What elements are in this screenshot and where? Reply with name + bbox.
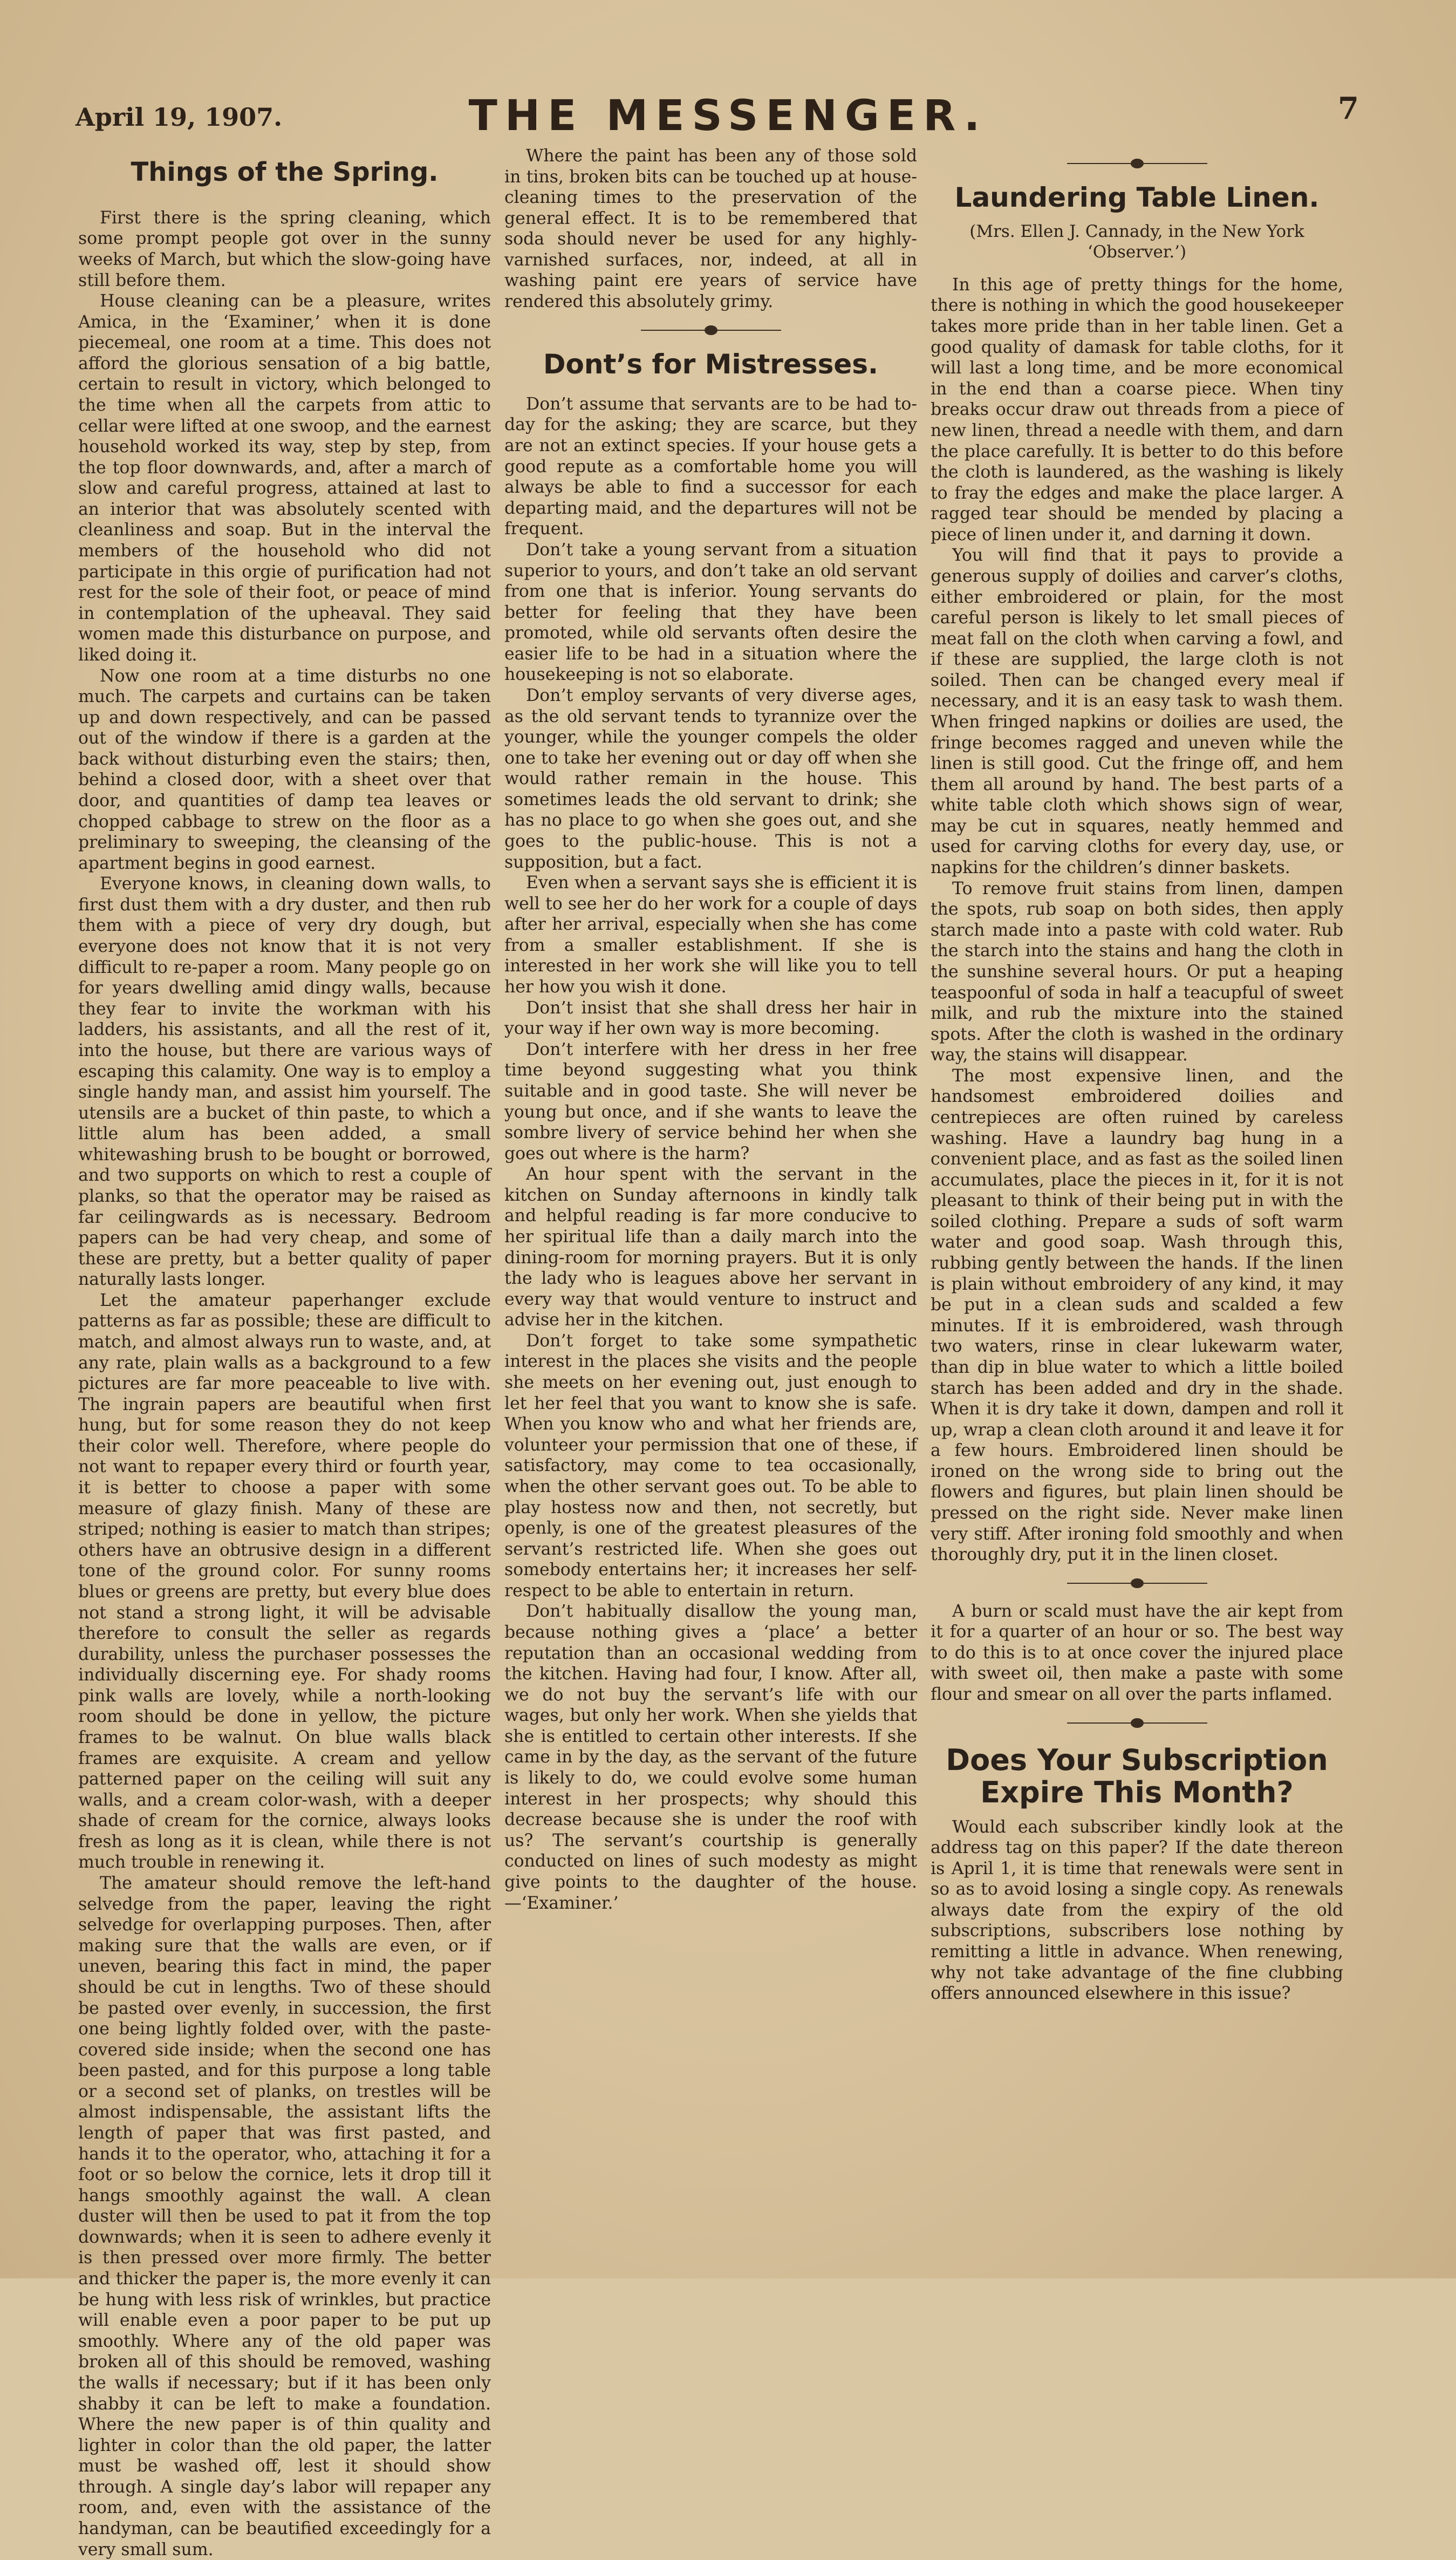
article-paragraph: House cleaning can be a pleasure, writes Amica, in the ‘Examiner,’ when it is done piecemeal, one room at a time. This does not afford the glorious sensation of a big battle, certain to result in victory, which belonged to the time when all the carpets from attic to cellar were lifted at one swoop, and the earnest household worked its way, step by step, from the top floor downwards, and, after a march of slow and careful progress, attained at last to an interior that was absolutely scented with cleanliness and soap. But in the interval the members of the household who did not participate in this orgie of purification had not rest for the sole of their foot, or peace of mind in contemplation of the upheaval. They said women made this disturbance on purpose, and liked doing it. bbox=[78, 291, 491, 665]
article-paragraph: Don’t habitually disallow the young man, because nothing gives a ‘place’ a better reputation than an occasional wedding from the kitchen. Having had four, I know. After all, we do not buy the servant’s life with our wages, but only her work. When she yields that she is entitled to certain other interests. If she came in by the day, as the servant of the future is likely to do, we could evolve some human interest in her prospects; why should this decrease because she is under the roof with us? The servant’s courtship is generally conducted on lines of such modesty as might give points to the daughter of the house.—‘Examiner.’ bbox=[504, 1602, 917, 1913]
section-divider bbox=[641, 329, 781, 332]
article-paragraph: Don’t forget to take some sympathetic interest in the places she visits and the people she meets on her evening out, just enough to let her feel that you want to know she is safe. When you know who and what her friends are, volunteer your permission that one of these, if satisfactory, may come to tea occasionally, when the other servant goes out. To be able to play hostess now and then, not secretly, but openly, is one of the greatest pleasures of the servant’s restricted life. When she goes out somebody entertains her; it increases her self-respect to be able to entertain in return. bbox=[504, 1331, 917, 1601]
article-paragraph: Where the paint has been any of those sold in tins, broken bits can be touched up at house-cleaning times to the preservation of the general effect. It is to be remembered that soda should never be used for any highly-varnished surfaces, nor, indeed, at all in washing paint ere years of service have rendered this absolutely grimy. bbox=[504, 146, 917, 312]
article-paragraph: A burn or scald must have the air kept from it for a quarter of an hour or so. The best way to do this is to at once cover the injured place with sweet oil, then make a paste with some flour and smear on all over the parts inflamed. bbox=[931, 1601, 1343, 1705]
masthead-title: THE MESSENGER. bbox=[468, 92, 988, 140]
section-divider bbox=[1067, 162, 1207, 165]
section-divider bbox=[1067, 1582, 1207, 1585]
article-paragraph: First there is the spring cleaning, which some prompt people got over in the sunny weeks of March, but which the slow-going have still before them. bbox=[78, 208, 491, 290]
column-3 bbox=[931, 146, 1343, 2004]
article-title-mistresses: Dont’s for Mistresses. bbox=[543, 348, 878, 380]
article-paragraph: Even when a servant says she is efficient it is well to see her do her work for a couple of days after her arrival, especially when she has come from a smaller establishment. If she is interested in her work she will like you to tell her how you wish it done. bbox=[504, 873, 917, 997]
column-2 bbox=[504, 146, 917, 1914]
article-paragraph: Don’t assume that servants are to be had to-day for the asking; they are scarce, but they are not an extinct species. If your house gets a good repute as a comfortable home you will always be able to find a successor for each departing maid, and the departures will not be frequent. bbox=[504, 394, 917, 539]
article-paragraph: Don’t insist that she shall dress her hair in your way if her own way is more becoming. bbox=[504, 998, 917, 1039]
article-paragraph: Now one room at a time disturbs no one much. The carpets and curtains can be taken up and down respectively, and can be passed out of the window if there is a garden at the back without disturbing even the stairs; then, behind a closed door, with a sheet over that door, and quantities of damp tea leaves or chopped cabbage to strew on the floor as a preliminary to sweeping, the cleansing of the apartment begins in good earnest. bbox=[78, 666, 491, 873]
article-paragraph: Don’t take a young servant from a situation superior to yours, and don’t take an old servant from one that is inferior. Young servants do better for feeling that they have been promoted, while old servants often desire the easier life to be had in a situation where the housekeeping is not so elaborate. bbox=[504, 540, 917, 685]
article-title-linen: Laundering Table Linen. bbox=[954, 182, 1320, 213]
issue-date: April 19, 1907. bbox=[76, 103, 283, 132]
article-title-spring: Things of the Spring. bbox=[131, 157, 439, 187]
article-paragraph: Don’t employ servants of very diverse ages, as the old servant tends to tyrannize over the younger, while the younger compels the older one to take her evening out or day off when she would rather remain in the house. This sometimes leads the old servant to drink; she has no place to go when she goes out, and she goes to the public-house. This is not a supposition, but a fact. bbox=[504, 685, 917, 872]
article-paragraph: In this age of pretty things for the home, there is nothing in which the good housekeeper takes more pride than in her table linen. Get a good quality of damask for table cloths, for it will last a long time, and be more economical in the end than a coarse piece. When tiny breaks occur draw out threads from a piece of new linen, thread a needle with them, and darn the place carefully. It is better to do this before the cloth is laundered, as the washing is likely to fray the edges and make the place larger. A ragged tear should be mended by placing a piece of linen under it, and darning it down. bbox=[931, 275, 1343, 544]
article-paragraph: An hour spent with the servant in the kitchen on Sunday afternoons in kindly talk and helpful reading is far more conducive to her spiritual life than a daily march into the dining-room for morning prayers. But it is only the lady who is leagues above her servant in every way that would venture to instruct and advise her in the kitchen. bbox=[504, 1165, 917, 1330]
column-1 bbox=[78, 146, 491, 2560]
article-byline: (Mrs. Ellen J. Cannady, in the New York ‘Observer.’) bbox=[969, 222, 1304, 262]
article-paragraph: Everyone knows, in cleaning down walls, to first dust them with a dry duster, and then rub them with a piece of very dry dough, but everyone does not know that it is not very difficult to re-paper a room. Many people go on for years dwelling amid dingy walls, because they fear to invite the workman with his ladders, his assistants, and all the rest of it, into the house, but there are various ways of escaping this calamity. One way is to employ a single handy man, and assist him yourself. The utensils are a bucket of thin paste, to which a little alum has been added, a small whitewashing brush to be bought or borrowed, and two supports on which to rest a couple of planks, so that the operator may be raised as far ceilingwards as is necessary. Bedroom papers can be had very cheap, and some of these are pretty, but a better quality of paper naturally lasts longer. bbox=[78, 874, 491, 1290]
article-paragraph: To remove fruit stains from linen, dampen the spots, rub soap on both sides, then apply starch made into a paste with cold water. Rub the starch into the stains and hang the cloth in the sunshine several hours. Or put a heaping teaspoonful of soda in half a teacupful of sweet milk, and rub the mixture into the stained spots. After the cloth is washed in the ordinary way, the stains will disappear. bbox=[931, 879, 1343, 1065]
article-paragraph: Let the amateur paperhanger exclude patterns as far as possible; these are difficult to match, and almost always run to waste, and, at any rate, plain walls as a background to a few pictures are far more peaceable to live with. The ingrain papers are beautiful when first hung, but for some reason they do not keep their color well. Therefore, where people do not want to repaper every third or fourth year, it is better to choose a paper with some measure of glazy finish. Many of these are striped; nothing is easier to match than stripes; others have an obtrusive design in a different tone of the ground color. For sunny rooms blues or greens are pretty, but every blue does not stand a strong light, it will be advisable therefore to consult the seller as regards durability, unless the purchaser possesses the individually discerning eye. For shady rooms pink walls are lovely, while a north-looking room should be done in yellow, the picture frames to be walnut. On blue walls black frames are exquisite. A cream and yellow patterned paper on the ceiling will suit any walls, and a cream color-wash, with a deeper shade of cream for the cornice, always looks fresh as long as it is clean, while there is not much trouble in renewing it. bbox=[78, 1290, 491, 1873]
page-header bbox=[76, 81, 1380, 140]
article-paragraph: Would each subscriber kindly look at the address tag on this paper? If the date thereon is April 1, it is time that renewals were sent in so as to avoid losing a single copy. As renewals always date from the expiry of the old subscriptions, subscribers lose nothing by remitting a little in advance. When renewing, why not take advantage of the fine clubbing offers announced elsewhere in this issue? bbox=[931, 1817, 1343, 2004]
article-paragraph: The amateur should remove the left-hand selvedge from the paper, leaving the right selvedge for overlapping purposes. Then, after making sure that the walls are even, or if uneven, bearing this fact in mind, the paper should be cut in lengths. Two of these should be pasted over evenly, in succession, the first one being lightly folded over, with the paste-covered side inside; when the second one has been pasted, and for this purpose a long table or a second set of planks, on trestles will be almost indispensable, the assistant lifts the length of paper that was first pasted, and hands it to the operator, who, attaching it for a foot or so below the cornice, lets it drop till it hangs smoothly against the wall. A clean duster will then be used to pat it from the top downwards; when it is seen to adhere evenly it is then pressed over more firmly. The better and thicker the paper is, the more evenly it can be hung with less risk of wrinkles, but practice will enable even a poor paper to be put up smoothly. Where any of the old paper was broken all of this should be removed, washing the walls if necessary; but if it has been only shabby it can be left to make a foundation. Where the new paper is of thin quality and lighter in color than the old paper, the latter must be washed off, lest it should show through. A single day’s labor will repaper any room, and, even with the assistance of the handyman, can be beautified exceedingly for a very small sum. bbox=[78, 1874, 491, 2559]
article-paragraph: Don’t interfere with her dress in her free time beyond suggesting what you think suitable and in good taste. She will never be young but once, and if she wants to leave the sombre livery of service behind her when she goes out where is the harm? bbox=[504, 1039, 917, 1163]
page-number: 7 bbox=[1338, 91, 1359, 126]
article-title-subscription: Does Your Subscription Expire This Month? bbox=[946, 1742, 1328, 1810]
article-paragraph: The most expensive linen, and the handsomest embroidered doilies and centrepieces are often ruined by careless washing. Have a laundry bag hung in a convenient place, and as fast as the soiled linen accumulates, place the pieces in it, for it is not pleasant to think of their being put in with the soiled clothing. Prepare a suds of soft warm water and good soap. Wash through this, rubbing gently between the hands. If the linen is plain without embroidery of any kind, it may be put in a clean suds and scalded a few minutes. If it is embroidered, wash through two waters, rinse in clear lukewarm water, than dip in blue water to which a little boiled starch has been added and dry in the shade. When it is dry take it down, dampen and roll it up, wrap a clean cloth around it and leave it for a few hours. Embroidered linen should be ironed on the wrong side to bring out the flowers and figures, but plain linen should be pressed on the right side. Never make linen very stiff. After ironing fold smoothly and when thoroughly dry, put it in the linen closet. bbox=[931, 1066, 1343, 1565]
section-divider bbox=[1067, 1721, 1207, 1725]
article-paragraph: You will find that it pays to provide a generous supply of doilies and carver’s cloths, either embroidered or plain, for the most careful person is likely to let small pieces of meat fall on the cloth when carving a fowl, and if these are supplied, the large cloth is not soiled. Then can be changed every meal if necessary, and it is an easy task to wash them. When fringed napkins or doilies are used, the fringe becomes ragged and uneven while the linen is still good. Cut the fringe off, and hem them all around by hand. The best parts of a white table cloth which shows sign of wear, may be cut in squares, neatly hemmed and used for carving cloths for every day, use, or napkins for the children’s dinner baskets. bbox=[931, 546, 1343, 878]
